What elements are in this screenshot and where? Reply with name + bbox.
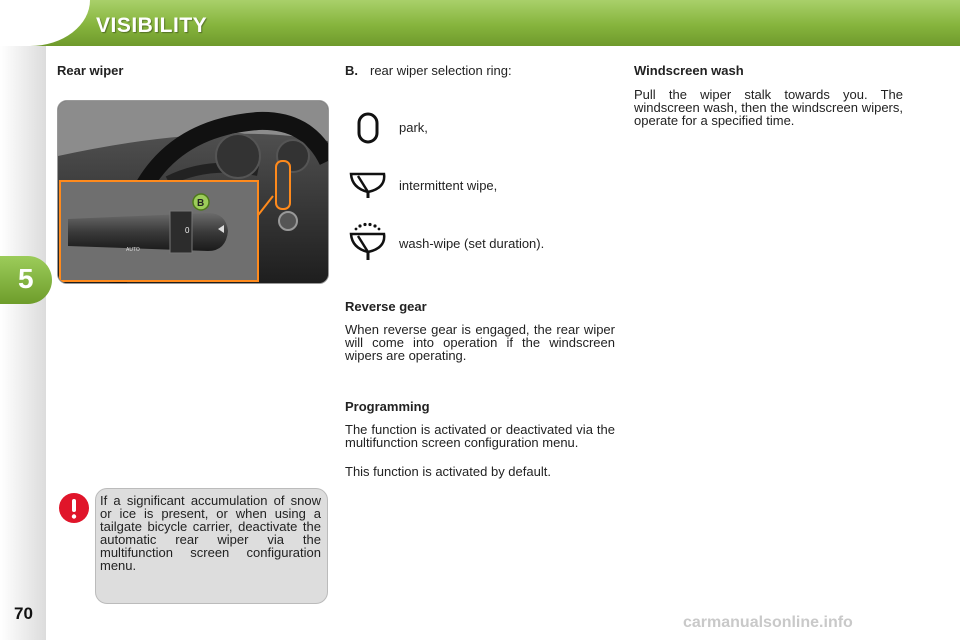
- mode-intermittent-label: intermittent wipe,: [399, 178, 498, 193]
- chapter-number: 5: [18, 263, 34, 294]
- watermark: carmanualsonline.info: [683, 614, 853, 631]
- side-strip: [0, 46, 46, 640]
- programming-heading: Programming: [345, 399, 430, 414]
- page-number: 70: [14, 604, 33, 623]
- ring-text: rear wiper selection ring:: [370, 63, 512, 78]
- illustration-label-b: B: [197, 198, 205, 209]
- page-title: VISIBILITY: [96, 14, 208, 37]
- programming-text: The function is activated or deactivated via the multifunction screen configuration menu.: [345, 422, 615, 450]
- reverse-gear-text: When reverse gear is engaged, the rear wiper will come into operation if the windscreen wipers are operating.: [345, 322, 615, 363]
- wiper-stalk-illustration: [57, 100, 329, 284]
- windscreen-wash-heading: Windscreen wash: [634, 63, 744, 78]
- windscreen-wash-text: Pull the wiper stalk towards you. The windscreen wash, then the windscreen wipers, operate for a specified time.: [634, 87, 903, 128]
- ring-label: B.: [345, 63, 358, 78]
- park-icon: [355, 112, 383, 146]
- mode-wash-wipe-label: wash-wipe (set duration).: [399, 236, 545, 251]
- svg-text:0: 0: [185, 226, 190, 235]
- intermittent-wipe-icon: [348, 170, 388, 200]
- warning-text: If a significant accumulation of snow or ice is present, or when using a tailgate bicycle carrier, deactivate the automatic rear wiper via the multifunction screen configuration menu.: [100, 493, 321, 573]
- exclamation-icon: [58, 492, 90, 524]
- rear-wiper-heading: Rear wiper: [57, 63, 124, 78]
- mode-park-label: park,: [399, 120, 428, 135]
- reverse-gear-heading: Reverse gear: [345, 299, 427, 314]
- svg-text:AUTO: AUTO: [126, 247, 140, 253]
- wash-wipe-icon: [348, 222, 388, 262]
- programming-default-text: This function is activated by default.: [345, 464, 551, 479]
